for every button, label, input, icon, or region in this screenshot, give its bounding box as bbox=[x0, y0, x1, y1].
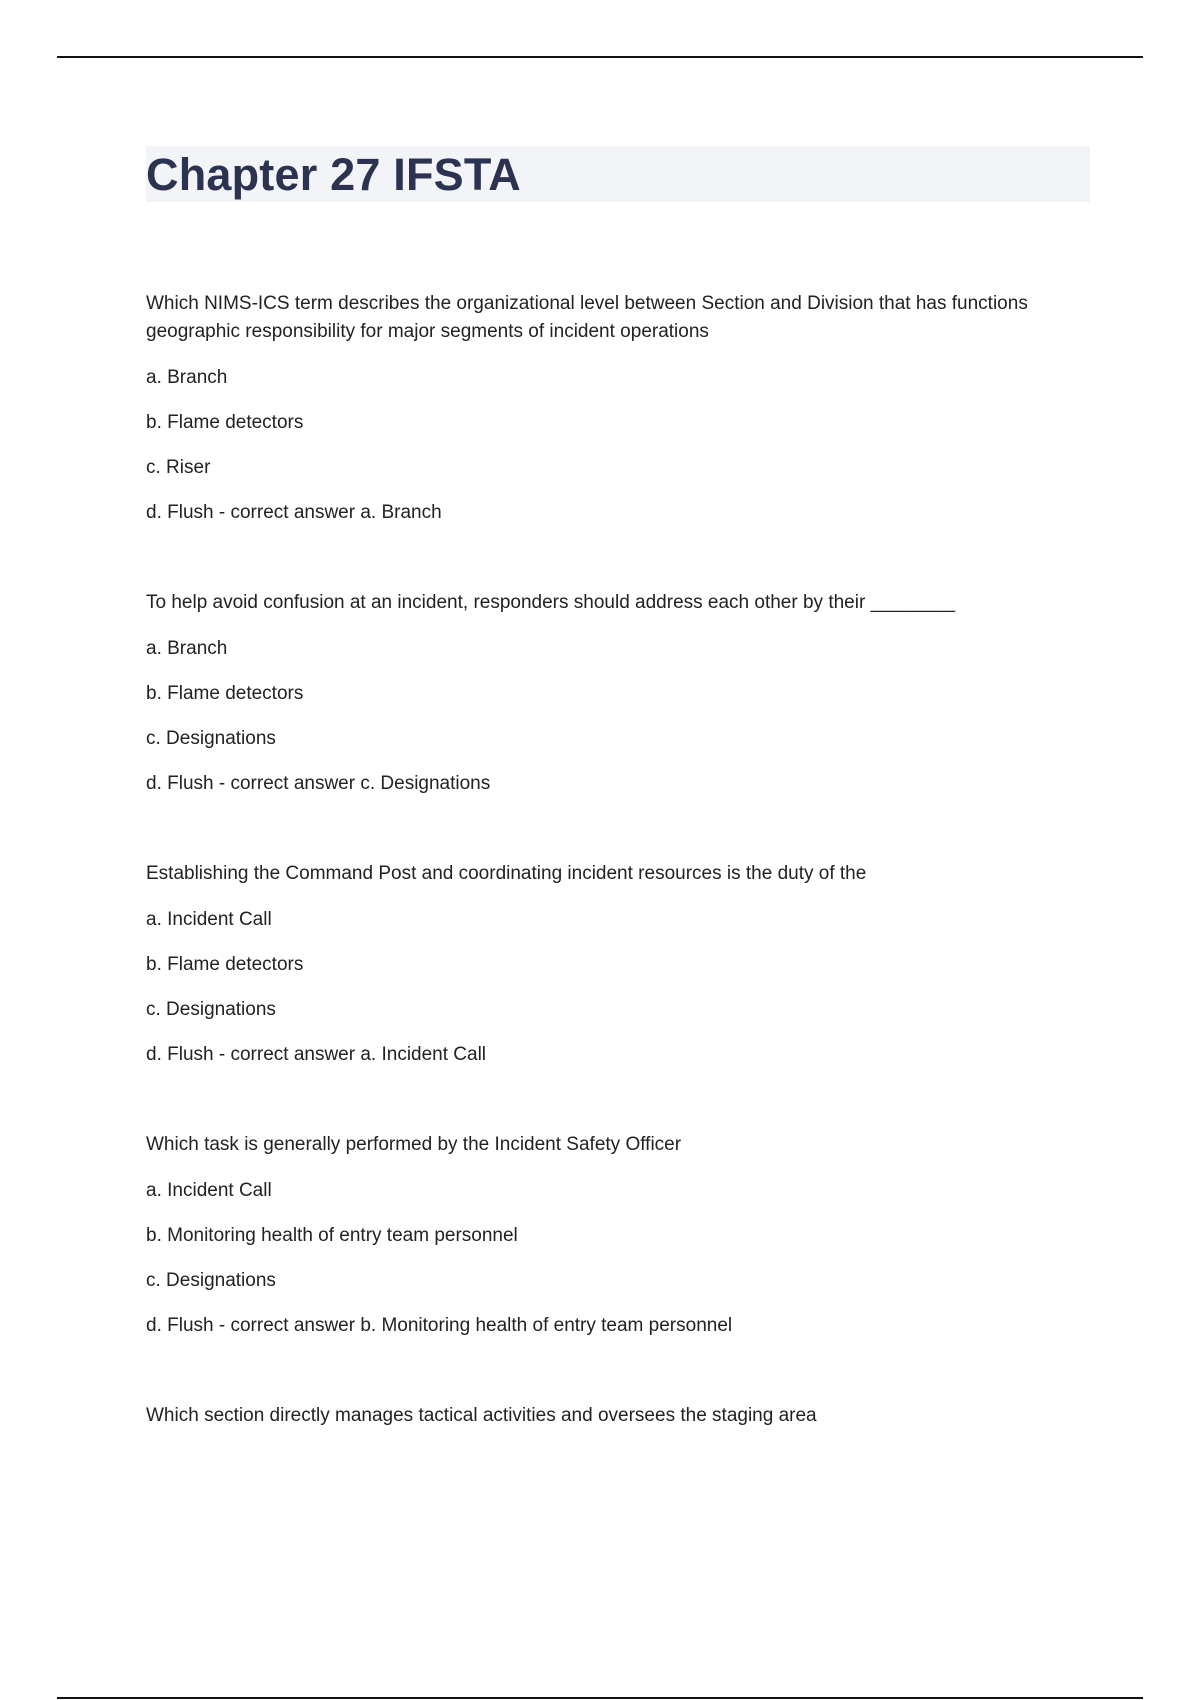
question-text: Which NIMS-ICS term describes the organizational level between Section and Division that has functions geographic responsibility for major segments of incident operations bbox=[146, 293, 1028, 342]
question-text: Which section directly manages tactical activities and oversees the staging area bbox=[146, 1405, 817, 1426]
question-2 bbox=[146, 589, 1090, 798]
question-3 bbox=[146, 860, 1090, 1069]
page-bottom-rule bbox=[57, 1697, 1143, 1699]
option-d-answer: d. Flush - correct answer b. Monitoring health of entry team personnel bbox=[146, 1315, 733, 1336]
option-c: c. Designations bbox=[146, 999, 276, 1020]
option-b: b. Flame detectors bbox=[146, 683, 304, 704]
question-text: Establishing the Command Post and coordinating incident resources is the duty of the bbox=[146, 863, 867, 884]
question-5 bbox=[146, 1402, 1090, 1430]
option-d-answer: d. Flush - correct answer c. Designations bbox=[146, 773, 491, 794]
option-b: b. Monitoring health of entry team personnel bbox=[146, 1225, 518, 1246]
question-4 bbox=[146, 1131, 1090, 1340]
question-text: To help avoid confusion at an incident, responders should address each other by their ________ bbox=[146, 592, 956, 613]
page-top-rule bbox=[57, 56, 1143, 58]
option-a: a. Incident Call bbox=[146, 909, 272, 930]
option-a: a. Branch bbox=[146, 638, 228, 659]
question-1 bbox=[146, 290, 1090, 527]
page-title: Chapter 27 IFSTA bbox=[146, 148, 521, 200]
option-d-answer: d. Flush - correct answer a. Branch bbox=[146, 502, 442, 523]
document-body bbox=[146, 146, 1090, 1492]
option-a: a. Incident Call bbox=[146, 1180, 272, 1201]
option-d-answer: d. Flush - correct answer a. Incident Call bbox=[146, 1044, 487, 1065]
option-c: c. Designations bbox=[146, 1270, 276, 1291]
question-text: Which task is generally performed by the Incident Safety Officer bbox=[146, 1134, 682, 1155]
option-c: c. Riser bbox=[146, 457, 211, 478]
option-b: b. Flame detectors bbox=[146, 954, 304, 975]
option-b: b. Flame detectors bbox=[146, 412, 304, 433]
option-c: c. Designations bbox=[146, 728, 276, 749]
title-band bbox=[146, 146, 1090, 202]
option-a: a. Branch bbox=[146, 367, 228, 388]
